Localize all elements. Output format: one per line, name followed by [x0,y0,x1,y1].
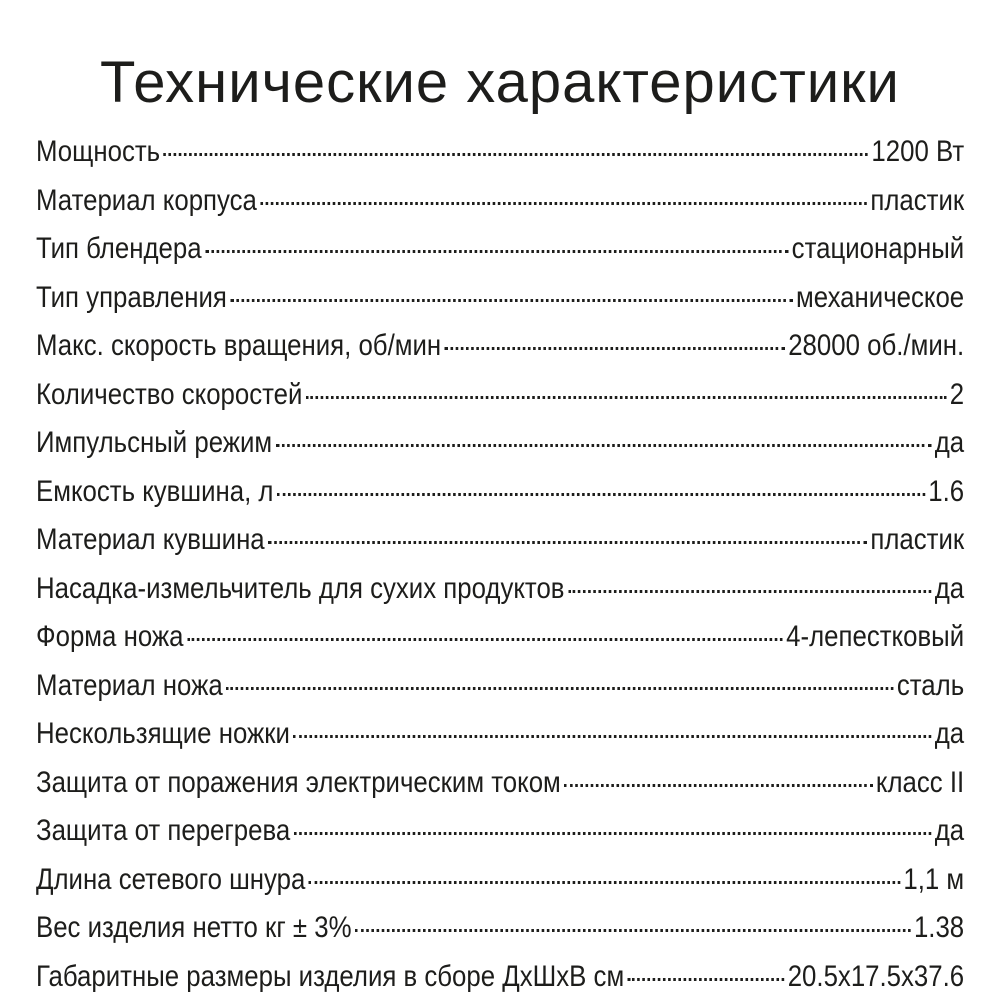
spec-row [36,904,964,953]
spec-label: Мощность [36,128,160,177]
spec-value: 4-лепестковый [786,613,964,662]
spec-value: пластик [870,177,964,226]
dot-leader [306,396,946,399]
spec-row [36,177,964,226]
dot-leader [230,299,792,302]
spec-label: Вес изделия нетто кг ± 3% [36,904,352,953]
dot-leader [164,153,868,156]
dot-leader [293,735,931,738]
spec-value: пластик [870,516,964,565]
spec-label: Нескользящие ножки [36,710,290,759]
spec-label: Габаритные размеры изделия в сборе ДхШхВ см [36,953,624,1001]
spec-label: Макс. скорость вращения, об/мин [36,322,441,371]
spec-value: 1.6 [928,468,964,517]
spec-row [36,225,964,274]
spec-value: стационарный [792,225,964,274]
dot-leader [268,541,867,544]
dot-leader [445,347,785,350]
spec-label: Форма ножа [36,613,183,662]
spec-label: Материал корпуса [36,177,257,226]
dot-leader [260,202,867,205]
spec-row [36,468,964,517]
spec-row [36,419,964,468]
spec-row [36,710,964,759]
spec-label: Емкость кувшина, л [36,468,273,517]
spec-value: 20.5x17.5x37.6 [788,953,964,1001]
dot-leader [277,493,925,496]
dot-leader [628,978,785,981]
spec-row [36,516,964,565]
spec-label: Импульсный режим [36,419,272,468]
page-title: Технические характеристики [0,48,1000,118]
spec-value: да [935,565,964,614]
spec-list [36,128,964,1001]
dot-leader [226,687,893,690]
spec-row [36,953,964,1001]
spec-value: 2 [950,371,964,420]
spec-value: сталь [897,662,964,711]
spec-label: Защита от поражения электрическим током [36,759,561,808]
dot-leader [276,444,932,447]
dot-leader [568,590,931,593]
spec-row [36,759,964,808]
spec-row [36,856,964,905]
spec-label: Количество скоростей [36,371,302,420]
spec-value: 1.38 [914,904,964,953]
spec-value: да [935,807,964,856]
spec-value: да [935,710,964,759]
dot-leader [564,784,872,787]
spec-row [36,613,964,662]
spec-row [36,565,964,614]
spec-row [36,322,964,371]
spec-value: 1,1 м [903,856,964,905]
spec-label: Материал ножа [36,662,223,711]
dot-leader [294,832,932,835]
dot-leader [355,929,911,932]
spec-row [36,128,964,177]
spec-label: Материал кувшина [36,516,265,565]
spec-row [36,371,964,420]
spec-row [36,274,964,323]
spec-label: Тип блендера [36,225,202,274]
spec-row [36,807,964,856]
spec-value: класс II [876,759,964,808]
spec-label: Длина сетевого шнура [36,856,305,905]
dot-leader [205,250,788,253]
spec-value: механическое [796,274,964,323]
dot-leader [187,638,783,641]
spec-label: Тип управления [36,274,227,323]
spec-label: Защита от перегрева [36,807,290,856]
spec-value: да [935,419,964,468]
spec-row [36,662,964,711]
spec-label: Насадка-измельчитель для сухих продуктов [36,565,564,614]
dot-leader [309,881,900,884]
spec-value: 1200 Вт [871,128,964,177]
spec-value: 28000 об./мин. [788,322,964,371]
